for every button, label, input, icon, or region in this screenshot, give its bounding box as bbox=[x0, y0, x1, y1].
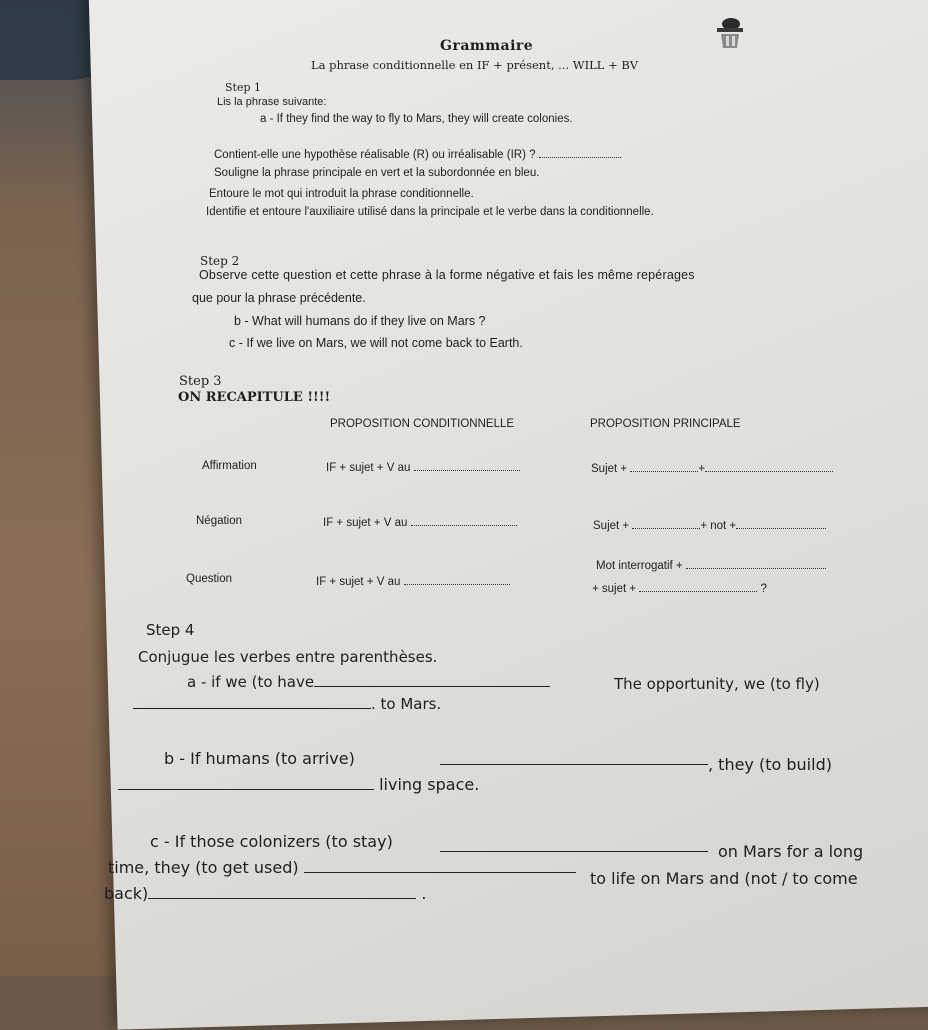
step1-question-2: Souligne la phrase principale en vert et la subordonnée en bleu. bbox=[214, 167, 540, 179]
negation-main: Sujet + + not + bbox=[593, 517, 826, 532]
step1-question-4: Identifie et entoure l'auxiliaire utilisé dans la principale et le verbe dans la conditionnelle. bbox=[206, 206, 654, 218]
sentence-b: b - What will humans do if they live on Mars ? bbox=[234, 314, 486, 328]
affirmation-main: Sujet + + bbox=[591, 460, 833, 475]
answer-blank[interactable] bbox=[630, 460, 698, 472]
exercise-a-line-1: a - if we (to have bbox=[187, 673, 550, 691]
answer-blank[interactable] bbox=[686, 557, 826, 569]
question-main-2: + sujet + ? bbox=[592, 580, 767, 595]
row-label-affirmation: Affirmation bbox=[202, 460, 257, 472]
step2-instruction-1: Observe cette question et cette phrase à la forme négative et fais les même repérages bbox=[199, 268, 695, 282]
exercise-c-line-5: back) . bbox=[104, 884, 427, 903]
hat-figure-icon bbox=[711, 14, 747, 50]
column-header-conditional: PROPOSITION CONDITIONNELLE bbox=[330, 418, 515, 430]
step1-question-3: Entoure le mot qui introduit la phrase conditionnelle. bbox=[209, 188, 474, 200]
answer-blank[interactable] bbox=[639, 580, 757, 592]
affirmation-conditional: IF + sujet + V au bbox=[326, 459, 520, 474]
step2-label: Step 2 bbox=[200, 254, 240, 268]
question-conditional: IF + sujet + V au bbox=[316, 573, 510, 588]
answer-line[interactable] bbox=[440, 751, 708, 765]
exercise-b-line-2: , they (to build) bbox=[708, 755, 832, 774]
page-title: Grammaire bbox=[440, 38, 534, 54]
answer-blank[interactable] bbox=[736, 517, 826, 529]
row-label-question: Question bbox=[186, 573, 233, 585]
recap-heading: ON RECAPITULE !!!! bbox=[178, 390, 331, 405]
step1-instruction: Lis la phrase suivante: bbox=[217, 96, 327, 108]
exercise-c-line-1: c - If those colonizers (to stay) bbox=[150, 832, 393, 851]
column-header-main: PROPOSITION PRINCIPALE bbox=[590, 418, 741, 430]
answer-blank[interactable] bbox=[411, 514, 517, 526]
answer-line[interactable] bbox=[118, 776, 374, 790]
sentence-a: a - If they find the way to fly to Mars, they will create colonies. bbox=[260, 113, 573, 125]
sentence-c: c - If we live on Mars, we will not come back to Earth. bbox=[229, 336, 523, 350]
answer-blank[interactable] bbox=[414, 459, 520, 471]
step4-instruction: Conjugue les verbes entre parenthèses. bbox=[138, 648, 438, 666]
negation-conditional: IF + sujet + V au bbox=[323, 514, 517, 529]
exercise-a-line-3: . to Mars. bbox=[133, 695, 441, 713]
answer-line[interactable] bbox=[133, 695, 371, 709]
answer-blank[interactable] bbox=[539, 146, 621, 158]
answer-blank[interactable] bbox=[632, 517, 700, 529]
step4-label: Step 4 bbox=[146, 621, 195, 639]
exercise-c-line-3: time, they (to get used) bbox=[108, 858, 576, 877]
step1-question-1: Contient-elle une hypothèse réalisable (R) ou irréalisable (IR) ? bbox=[214, 146, 621, 161]
answer-blank[interactable] bbox=[404, 573, 510, 585]
answer-line[interactable] bbox=[440, 838, 708, 852]
step3-label: Step 3 bbox=[179, 374, 222, 389]
row-label-negation: Négation bbox=[196, 515, 243, 527]
exercise-a-line-2: The opportunity, we (to fly) bbox=[614, 675, 820, 693]
answer-line[interactable] bbox=[148, 885, 416, 899]
exercise-b-line-3: living space. bbox=[118, 775, 479, 794]
exercise-c-blank-1 bbox=[440, 838, 708, 855]
exercise-b-blank bbox=[440, 751, 708, 768]
question-main-1: Mot interrogatif + bbox=[596, 557, 826, 572]
step1-label: Step 1 bbox=[225, 81, 262, 94]
answer-line[interactable] bbox=[304, 859, 576, 873]
page-subtitle: La phrase conditionnelle en IF + présent, ... WILL + BV bbox=[311, 58, 639, 72]
exercise-b-line-1: b - If humans (to arrive) bbox=[164, 749, 355, 768]
exercise-c-line-2: on Mars for a long bbox=[718, 842, 864, 861]
step2-instruction-2: que pour la phrase précédente. bbox=[192, 291, 366, 305]
answer-blank[interactable] bbox=[705, 460, 833, 472]
exercise-c-line-4: to life on Mars and (not / to come bbox=[590, 869, 858, 888]
answer-line[interactable] bbox=[314, 673, 550, 687]
